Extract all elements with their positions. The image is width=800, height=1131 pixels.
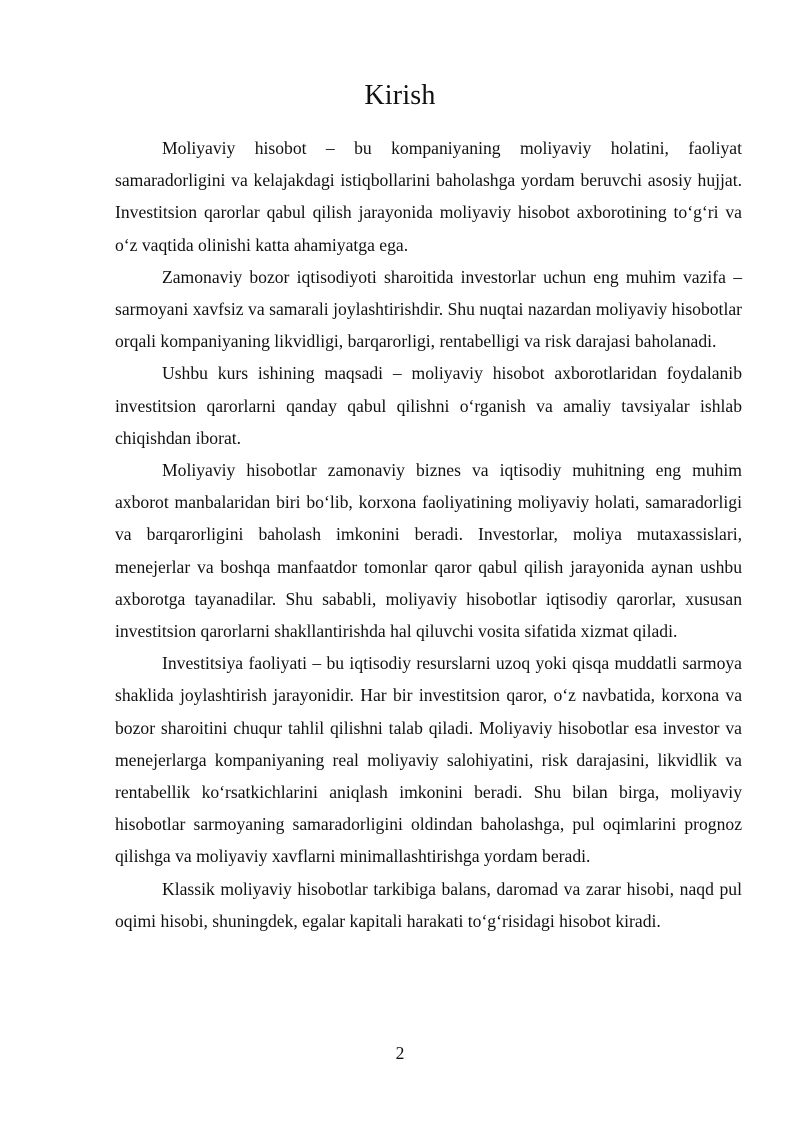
paragraph-4: Moliyaviy hisobotlar zamonaviy biznes va iqtisodiy muhitning eng muhim axborot manbalaridan biri bo‘lib, korxona faoliyatining moliyaviy holati, samaradorligi va barqarorligini baholash imkonini beradi. Investorlar, moliya mutaxassislari, menejerlar va boshqa manfaatdor tomonlar qaror qabul qilish jarayonida aynan ushbu axborotga tayanadilar. Shu sababli, moliyaviy hisobotlar iqtisodiy qarorlar, xususan investitsion qarorlarni shakllantirishda hal qiluvchi vosita sifatida xizmat qiladi. [115, 460, 742, 642]
paragraph-3: Ushbu kurs ishining maqsadi – moliyaviy hisobot axborotlaridan foydalanib investitsion qarorlarni qanday qabul qilishni o‘rganish va amaliy tavsiyalar ishlab chiqishdan iborat. [115, 363, 742, 448]
page-number: 2 [395, 1043, 405, 1063]
body-text [115, 132, 742, 937]
paragraph-2: Zamonaviy bozor iqtisodiyoti sharoitida investorlar uchun eng muhim vazifa – sarmoyani xavfsiz va samarali joylashtirishdir. Shu nuqtai nazardan moliyaviy hisobotlar orqali kompaniyaning likvidligi, barqarorligi, rentabelligi va risk darajasi baholanadi. [115, 266, 742, 352]
paragraph-1: Moliyaviy hisobot – bu kompaniyaning moliyaviy holatini, faoliyat samaradorligini va kelajakdagi istiqbollarini baholashga yordam beruvchi asosiy hujjat. Investitsion qarorlar qabul qilish jarayonida moliyaviy hisobot axborotining to‘g‘ri va o‘z vaqtida olinishi katta ahamiyatga ega. [115, 138, 742, 255]
page-title: Kirish [364, 80, 436, 111]
paragraph-6: Klassik moliyaviy hisobotlar tarkibiga balans, daromad va zarar hisobi, naqd pul oqimi hisobi, shuningdek, egalar kapitali harakati to‘g‘risidagi hisobot kiradi. [115, 878, 742, 931]
paragraph-5: Investitsiya faoliyati – bu iqtisodiy resurslarni uzoq yoki qisqa muddatli sarmoya shaklida joylashtirish jarayonidir. Har bir investitsion qaror, o‘z navbatida, korxona va bozor sharoitini chuqur tahlil qilishni talab qiladi. Moliyaviy hisobotlar esa investor va menejerlarga kompaniyaning real moliyaviy salohiyatini, risk darajasini, likvidlik va rentabellik ko‘rsatkichlarini aniqlash imkonini beradi. Shu bilan birga, moliyaviy hisobotlar sarmoyaning samaradorligini oldindan baholashga, pul oqimlarini prognoz qilishga va moliyaviy xavflarni minimallashtirishga yordam beradi. [115, 653, 742, 867]
